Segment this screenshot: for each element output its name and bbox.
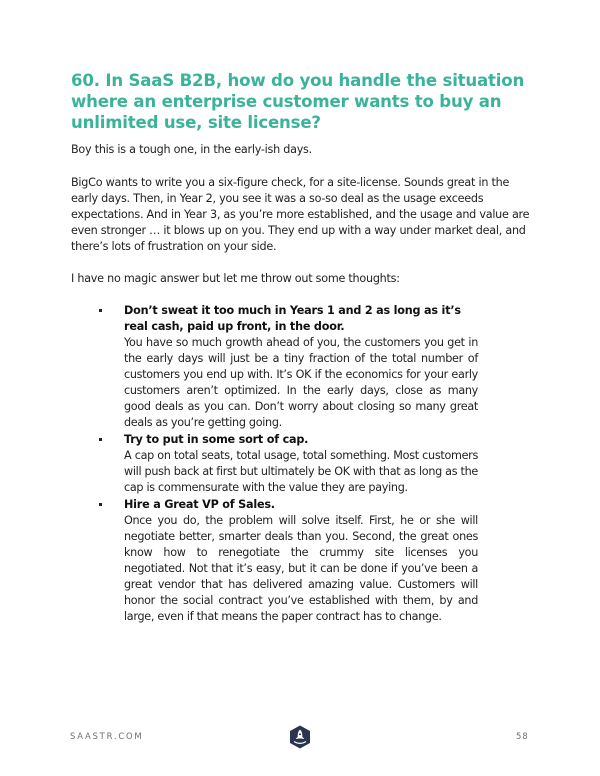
footer-site-link[interactable]: SAASTR.COM bbox=[70, 731, 144, 741]
lead-in-paragraph: I have no magic answer but let me throw out some thoughts: bbox=[71, 272, 400, 285]
list-item bbox=[96, 303, 478, 431]
page-number: 58 bbox=[516, 731, 529, 741]
thoughts-list bbox=[96, 303, 478, 626]
intro-paragraph: Boy this is a tough one, in the early-ish days. bbox=[71, 143, 312, 156]
bullet-icon bbox=[99, 438, 102, 441]
context-paragraph: BigCo wants to write you a six-figure check, for a site-license. Sounds great in the early days. Then, in Year 2, you see it was a so-so deal as the usage exceeds expectations. And in Year 3, as you’re more established, and the usage and value are even stronger … it blows up on you. They end up with a way under market deal, and there’s lots of frustration on your side. bbox=[71, 176, 530, 253]
list-item-body: You have so much growth ahead of you, the customers you get in the early days will just be a tiny fraction of the total number of customers you end up with. It’s OK if the economics for your early customers aren’t optimized. In the early days, close as many good deals as you can. Don’t worry about closing so many great deals as you’re getting going. bbox=[124, 336, 478, 429]
list-item-body: A cap on total seats, total usage, total something. Most customers will push back at first but ultimately be OK with that as long as the cap is commensurate with the value they are paying. bbox=[124, 449, 478, 494]
bullet-icon bbox=[99, 503, 102, 506]
list-item bbox=[96, 497, 478, 625]
saastr-rocket-hexagon-icon bbox=[289, 725, 311, 749]
list-item-body: Once you do, the problem will solve itself. First, he or she will negotiate better, smarter deals than you. Second, the great ones know how to renegotiate the crummy site licenses you negotiated. Not that it’s easy, but it can be done if you’ve been a great vendor that has delivered amazing value. Customers will honor the social contract you’ve established with them, by and large, even if that means the paper contract has to change. bbox=[124, 514, 478, 623]
page-title: 60. In SaaS B2B, how do you handle the situation where an enterprise customer wants to buy an unlimited use, site license? bbox=[71, 71, 525, 132]
bullet-icon bbox=[99, 309, 102, 312]
list-item-heading: Hire a Great VP of Sales. bbox=[124, 498, 275, 511]
list-item bbox=[96, 432, 478, 496]
list-item-heading: Try to put in some sort of cap. bbox=[124, 433, 309, 446]
list-item-heading: Don’t sweat it too much in Years 1 and 2 as long as it’s real cash, paid up front, in the door. bbox=[124, 304, 461, 333]
